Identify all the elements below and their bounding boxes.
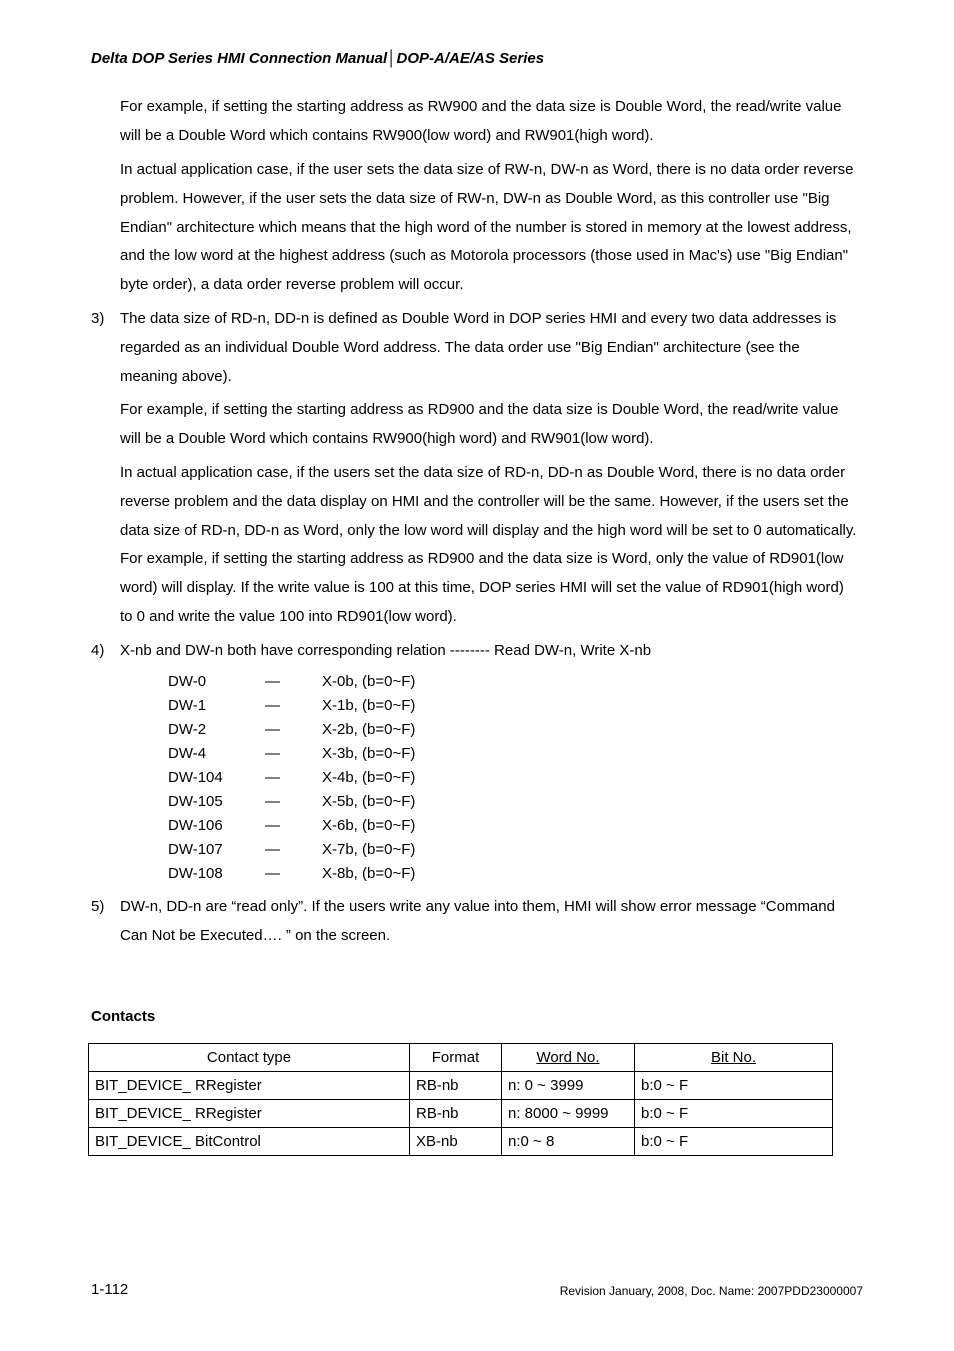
- revision-note: Revision January, 2008, Doc. Name: 2007PDD23000007: [559, 1284, 863, 1298]
- mapping-row: [168, 670, 468, 694]
- document-header: Delta DOP Series HMI Connection Manual│DOP-A/AE/AS Series: [91, 50, 545, 67]
- column-header-word-no: Word No.: [502, 1044, 635, 1072]
- mapping-dash: —: [265, 841, 280, 858]
- column-header-format: Format: [410, 1044, 502, 1072]
- cell-format: XB-nb: [410, 1128, 502, 1156]
- mapping-dash: —: [265, 817, 280, 834]
- mapping-x: X-7b, (b=0~F): [322, 841, 416, 858]
- cell-format: RB-nb: [410, 1100, 502, 1128]
- mapping-row: [168, 766, 468, 790]
- mapping-x: X-0b, (b=0~F): [322, 673, 416, 690]
- cell-bit-no: b:0 ~ F: [635, 1072, 833, 1100]
- mapping-dash: —: [265, 769, 280, 786]
- item-number-5: 5): [91, 898, 105, 915]
- table-row: [89, 1072, 833, 1100]
- cell-word-no: n: 8000 ~ 9999: [502, 1100, 635, 1128]
- column-header-contact-type: Contact type: [89, 1044, 410, 1072]
- mapping-dw: DW-104: [168, 769, 223, 786]
- table-row: [89, 1128, 833, 1156]
- cell-bit-no: b:0 ~ F: [635, 1100, 833, 1128]
- cell-word-no: n: 0 ~ 3999: [502, 1072, 635, 1100]
- mapping-row: [168, 718, 468, 742]
- cell-contact-type: BIT_DEVICE_ RRegister: [89, 1072, 410, 1100]
- mapping-dw: DW-107: [168, 841, 223, 858]
- contacts-section-title: Contacts: [91, 1008, 156, 1025]
- mapping-dw: DW-108: [168, 865, 223, 882]
- mapping-row: [168, 694, 468, 718]
- mapping-dw: DW-0: [168, 673, 207, 690]
- mapping-dash: —: [265, 865, 280, 882]
- mapping-x: X-1b, (b=0~F): [322, 697, 416, 714]
- mapping-row: [168, 790, 468, 814]
- mapping-dash: —: [265, 673, 280, 690]
- mapping-x: X-8b, (b=0~F): [322, 865, 416, 882]
- mapping-x: X-4b, (b=0~F): [322, 769, 416, 786]
- paragraph-rd-application: In actual application case, if the users set the data size of RD-n, DD-n as Double Word, there is no data order reverse problem and the data display on HMI and the controller will be the same. However, if the users set the data size of RD-n, DD-n as Word, only the low word will display and the high word will be set to 0 automatically. For example, if setting the starting address as RD900 and the data size is Word, only the value of RD901(low word) will display. If the write value is 100 at this time, DOP series HMI will set the value of RD901(high word) to 0 and write the value 100 into RD901(low word).: [120, 464, 857, 625]
- paragraph-read-only: DW-n, DD-n are “read only”. If the users write any value into them, HMI will show error message “Command Can Not be Executed…. ” on the screen.: [120, 898, 835, 944]
- mapping-dw: DW-106: [168, 817, 223, 834]
- mapping-x: X-5b, (b=0~F): [322, 793, 416, 810]
- mapping-dw: DW-105: [168, 793, 223, 810]
- paragraph-rw-example: For example, if setting the starting address as RW900 and the data size is Double Word, the read/write value will be a Double Word which contains RW900(low word) and RW901(high word).: [120, 98, 842, 144]
- mapping-dw: DW-4: [168, 745, 207, 762]
- mapping-row: [168, 742, 468, 766]
- mapping-dash: —: [265, 793, 280, 810]
- item-number-3: 3): [91, 310, 105, 327]
- page-number: 1-112: [91, 1281, 129, 1298]
- paragraph-rd-definition: The data size of RD-n, DD-n is defined as Double Word in DOP series HMI and every two data addresses is regarded as an individual Double Word address. The data order use "Big Endian" architecture (see the meaning above).: [120, 310, 837, 385]
- cell-word-no: n:0 ~ 8: [502, 1128, 635, 1156]
- paragraph-rw-application: In actual application case, if the user sets the data size of RW-n, DW-n as Word, there is no data order reverse problem. However, if the user sets the data size of RW-n, DW-n as Double Word, as this controller use "Big Endian" architecture which means that the high word of the number is stored in memory at the lowest address, and the low word at the highest address (such as Motorola processors (those used in Mac's) use "Big Endian" byte order), a data order reverse problem will occur.: [120, 161, 854, 294]
- cell-format: RB-nb: [410, 1072, 502, 1100]
- mapping-dw: DW-1: [168, 697, 207, 714]
- mapping-x: X-2b, (b=0~F): [322, 721, 416, 738]
- mapping-dash: —: [265, 721, 280, 738]
- cell-contact-type: BIT_DEVICE_ RRegister: [89, 1100, 410, 1128]
- mapping-x: X-6b, (b=0~F): [322, 817, 416, 834]
- mapping-row: [168, 862, 468, 886]
- mapping-row: [168, 838, 468, 862]
- table-header-row: [89, 1044, 833, 1072]
- paragraph-rd-example: For example, if setting the starting address as RD900 and the data size is Double Word, the read/write value will be a Double Word which contains RW900(high word) and RW901(low word).: [120, 401, 839, 447]
- mapping-x: X-3b, (b=0~F): [322, 745, 416, 762]
- paragraph-xnb-relation: X-nb and DW-n both have corresponding relation -------- Read DW-n, Write X-nb: [120, 642, 652, 659]
- cell-contact-type: BIT_DEVICE_ BitControl: [89, 1128, 410, 1156]
- mapping-row: [168, 814, 468, 838]
- item-number-4: 4): [91, 642, 105, 659]
- mapping-dash: —: [265, 697, 280, 714]
- cell-bit-no: b:0 ~ F: [635, 1128, 833, 1156]
- mapping-dash: —: [265, 745, 280, 762]
- table-row: [89, 1100, 833, 1128]
- mapping-dw: DW-2: [168, 721, 207, 738]
- column-header-bit-no: Bit No.: [635, 1044, 833, 1072]
- contacts-table: [88, 1043, 833, 1156]
